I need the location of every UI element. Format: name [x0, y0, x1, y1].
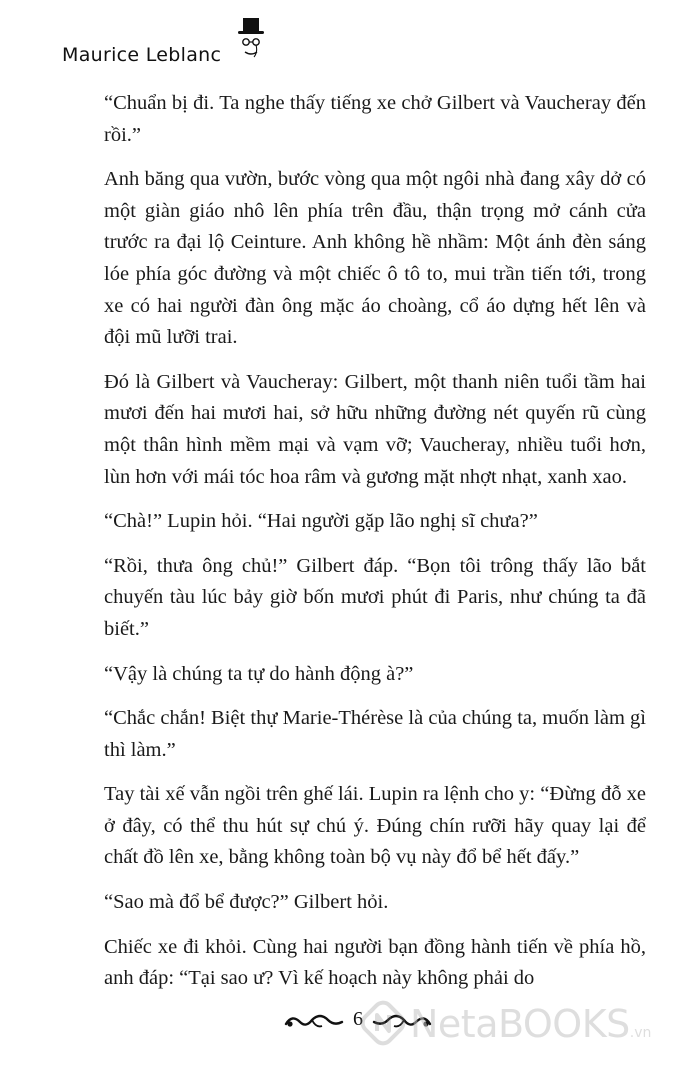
paragraph: “Chắc chắn! Biệt thự Marie-Thérèse là của chúng ta, muốn làm gì thì làm.”: [104, 707, 646, 761]
paragraph: Tay tài xế vẫn ngồi trên ghế lái. Lupin ra lệnh cho y: “Đừng đỗ xe ở đây, có thể thu hút sự chú ý. Đúng chín rưỡi hãy quay lại để chất đồ lên xe, bằng không toàn bộ vụ này đổ bể hết đấy.”: [104, 783, 646, 869]
paragraph: Đó là Gilbert và Vaucheray: Gilbert, một thanh niên tuổi tầm hai mươi đến hai mươi hai, sở hữu những đường nét quyến rũ cùng một thân hình mềm mại và vạm vỡ; Vaucheray, nhiều tuổi hơn, lùn hơn với mái tóc hoa râm và gương mặt nhợt nhạt, xanh xao.: [104, 370, 646, 488]
paragraph: “Vậy là chúng ta tự do hành động à?”: [104, 662, 414, 685]
watermark-text: NetaBOOKS.vn: [410, 1002, 652, 1046]
paragraph: “Rồi, thưa ông chủ!” Gilbert đáp. “Bọn tôi trông thấy lão bắt chuyến tàu lúc bảy giờ bốn mươi phút đi Paris, như chúng ta đã biết.”: [104, 554, 646, 640]
author-name: Maurice Leblanc: [62, 44, 222, 66]
paragraph: “Chà!” Lupin hỏi. “Hai người gặp lão nghị sĩ chưa?”: [104, 510, 538, 533]
flourish-left-icon: [282, 1010, 344, 1034]
body-text: [104, 88, 646, 1008]
page-footer: [0, 996, 700, 1056]
page-number: 6: [353, 1008, 363, 1030]
netabooks-logo-icon: [360, 1000, 406, 1046]
paragraph: Chiếc xe đi khỏi. Cùng hai người bạn đồng hành tiến về phía hồ, anh đáp: “Tại sao ư? Vì kế hoạch này không phải do: [104, 935, 646, 990]
paragraph: Anh băng qua vườn, bước vòng qua một ngôi nhà đang xây dở có một giàn giáo nhô lên phía trên đầu, thận trọng mở cánh cửa trước ra đại lộ Ceinture. Anh không hề nhầm: Một ánh đèn sáng lóe phía góc đường và một chiếc ô tô to, mui trần tiến tới, trong xe có hai người đàn ông mặc áo choàng, cổ áo dựng hết lên và đội mũ lưỡi trai.: [104, 168, 646, 349]
paragraph: “Chuẩn bị đi. Ta nghe thấy tiếng xe chở Gilbert và Vaucheray đến rồi.”: [104, 92, 646, 146]
paragraph: “Sao mà đổ bể được?” Gilbert hỏi.: [104, 891, 389, 914]
page-header: [62, 16, 322, 76]
top-hat-monocle-icon: [236, 16, 266, 60]
